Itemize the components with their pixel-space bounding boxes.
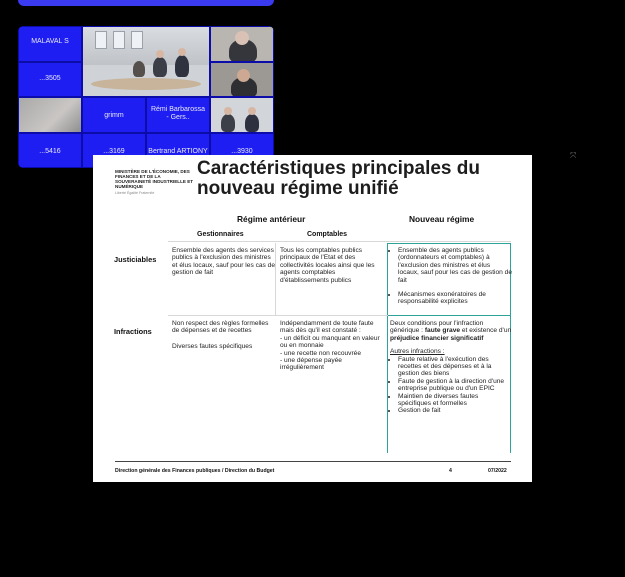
divider — [387, 243, 388, 453]
participant-tile[interactable] — [18, 133, 82, 168]
cell-justiciables-comptables: Tous les comptables publics principaux de l'Etat et des collectivités locales ainsi que les agents comptables d'établissements publics — [280, 247, 375, 284]
participant-name: grimm — [104, 112, 124, 119]
subheader-gestionnaires: Gestionnaires — [197, 231, 244, 238]
participant-tile[interactable] — [82, 97, 146, 133]
participants-grid — [18, 26, 274, 168]
participant-video[interactable] — [18, 97, 82, 133]
cell-infractions-comptables: Indépendamment de toute faute mais dès qu'il est constaté : - un déficit ou manquant en valeur ou en monnaie - une recette non recouvrée - une dépense payée irrégulièrement — [280, 320, 380, 372]
cell-infractions-gestionnaires: Non respect des règles formelles de dépenses et de recettes Diverses fautes spécifiques — [172, 320, 269, 350]
fullscreen-toggle-icon[interactable]: ⤧ — [570, 151, 577, 160]
participant-name: ...3169 — [103, 148, 125, 155]
participant-name: ...3930 — [231, 148, 253, 155]
cell-justiciables-nouveau: • Ensemble des agents publics (ordonnateurs et comptables) à l'exclusion des ministres et élus locaux, sauf pour les cas de gestion de fait • Mécanismes exonératoires de responsabilité explicites — [390, 247, 512, 306]
divider — [388, 243, 510, 244]
cell-infractions-nouveau: Deux conditions pour l'infraction générique : faute grave et existence d'un préjudice financier significatif Autres infractions : • Faute relative à l'exécution des recettes et des dépenses et à la gestion des biens • Faute de gestion à la direction d'une entreprise publique ou d'un EPIC • Maintien de diverses fautes spécifiques et formelles • Gestion de fait — [390, 320, 512, 415]
participant-name: Rémi Barbarossa - Gers.. — [150, 106, 206, 121]
participant-video-room[interactable] — [82, 26, 210, 97]
participant-tile[interactable] — [18, 26, 82, 62]
participant-tile[interactable] — [146, 97, 210, 133]
row-label-justiciables: Justiciables — [114, 255, 157, 264]
participant-name: ...3505 — [39, 75, 61, 82]
participant-video[interactable] — [210, 97, 274, 133]
participant-name: MALAVAL S — [31, 38, 69, 45]
cell-justiciables-gestionnaires: Ensemble des agents des services publics à l'exclusion des ministres et élus locaux, sauf pour les cas de gestion de fait — [172, 247, 275, 277]
slide-date: 07/2022 — [488, 468, 507, 474]
row-label-infractions: Infractions — [114, 327, 152, 336]
subheader-comptables: Comptables — [307, 231, 348, 238]
participant-tile[interactable] — [18, 62, 82, 97]
column-header-new: Nouveau régime — [409, 214, 475, 224]
slide-title: Caractéristiques principales du nouveau régime unifié — [197, 158, 480, 199]
participant-name: ...5416 — [39, 148, 61, 155]
shared-slide — [93, 155, 532, 482]
column-header-previous: Régime antérieur — [237, 214, 306, 224]
slide-page-number: 4 — [449, 468, 452, 474]
divider — [388, 315, 510, 316]
participant-video[interactable] — [210, 26, 274, 62]
participants-panel-header[interactable] — [18, 0, 274, 6]
ministry-logo: MINISTÈRE DE L'ÉCONOMIE, DES FINANCES ET DE LA SOUVERAINETÉ INDUSTRIELLE ET NUMÉRIQUE Liberté Égalité Fraternité — [115, 169, 194, 195]
participant-video[interactable] — [210, 62, 274, 97]
participant-name: Bertrand ARTIONY — [148, 148, 208, 155]
slide-footer: Direction générale des Finances publiques / Direction du Budget — [115, 468, 275, 474]
